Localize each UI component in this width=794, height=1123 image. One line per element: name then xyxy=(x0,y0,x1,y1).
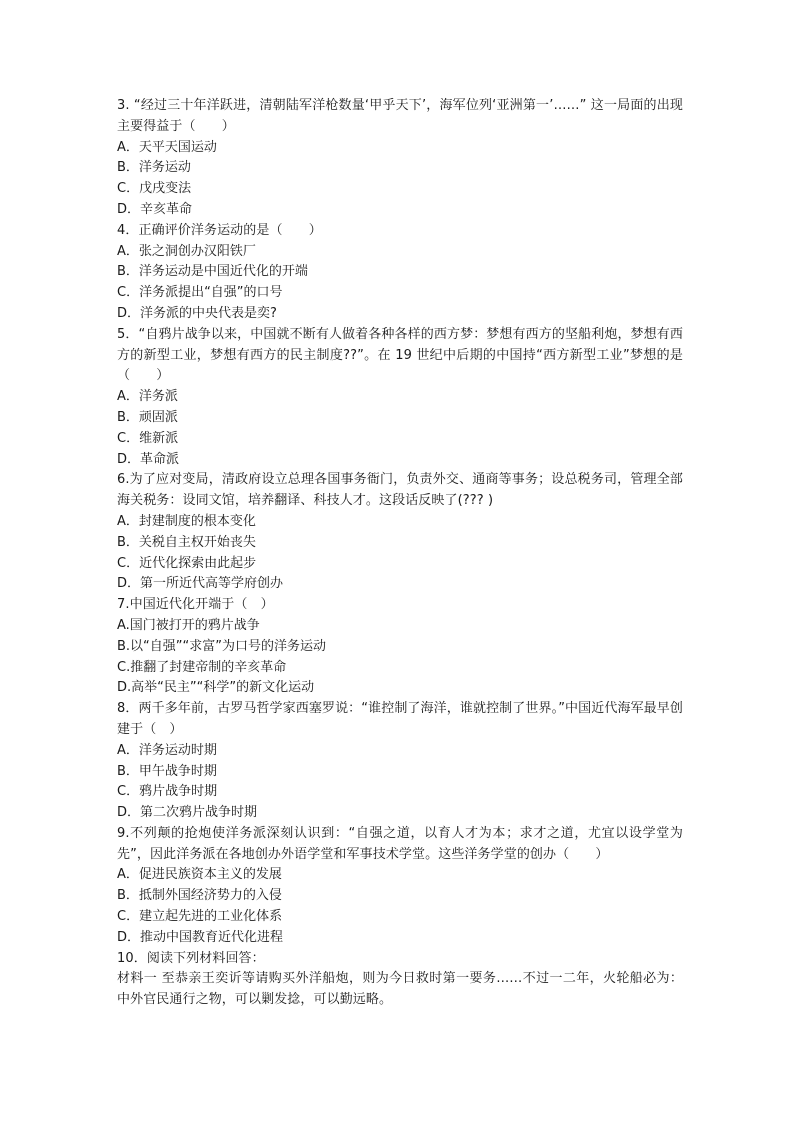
option-c: C．洋务派提出“自强”的口号 xyxy=(117,285,283,301)
option-b: B．顽固派 xyxy=(117,409,178,425)
question-stem: 3. “经过三十年洋跃进，清朝陆军洋枪数量‘甲乎天下’，海军位列‘亚洲第一’……” 这一局面的出现主要得益于（ ） xyxy=(117,98,683,134)
option-c: C.推翻了封建帝制的辛亥革命 xyxy=(117,659,287,675)
question-3 xyxy=(117,96,683,221)
option-c: C．维新派 xyxy=(117,430,179,446)
question-stem: 5．“自鸦片战争以来，中国就不断有人做着各种各样的西方梦：梦想有西方的坚船利炮，梦想有西方的新型工业，梦想有西方的民主制度??”。在 19 世纪中后期的中国持“西方新型工业”梦想的是（ ） xyxy=(117,326,683,384)
option-a: A．促进民族资本主义的发展 xyxy=(117,867,282,883)
option-d: D．洋务派的中央代表是奕? xyxy=(117,305,277,321)
option-d: D．辛亥革命 xyxy=(117,201,193,217)
question-stem: 6.为了应对变局，清政府设立总理各国事务衙门，负责外交、通商等事务；设总税务司，管理全部海关税务：设同文馆，培养翻译、科技人才。这段话反映了(??? ) xyxy=(117,472,683,509)
question-stem: 7.中国近代化开端于（ ） xyxy=(117,597,274,613)
question-8 xyxy=(117,699,683,824)
question-10 xyxy=(117,949,683,1011)
option-d: D．革命派 xyxy=(117,451,180,467)
option-b: B．洋务运动 xyxy=(117,160,191,176)
option-d: D．第一所近代高等学府创办 xyxy=(117,576,284,592)
question-4 xyxy=(117,221,683,325)
option-a: A．洋务运动时期 xyxy=(117,742,217,758)
option-a: A．封建制度的根本变化 xyxy=(117,513,256,529)
question-stem: 9.不列颠的抢炮使洋务派深刻认识到：“自强之道，以育人才为本；求才之道，尤宜以设学堂为先”，因此洋务派在各地创办外语学堂和军事技术学堂。这些洋务学堂的创办（ ） xyxy=(117,825,683,862)
question-6 xyxy=(117,470,683,595)
option-c: C．建立起先进的工业化体系 xyxy=(117,909,283,925)
option-b: B．洋务运动是中国近代化的开端 xyxy=(117,264,308,280)
option-d: D.高举“民主”“科学”的新文化运动 xyxy=(117,680,315,696)
question-9 xyxy=(117,824,683,949)
question-list xyxy=(117,96,683,1011)
question-7 xyxy=(117,595,683,699)
material-one: 材料一 至恭亲王奕䜣等请购买外洋船炮，则为今日救时第一要务……不过一二年，火轮船必为：中外官民通行之物，可以剿发捻，可以勤远略。 xyxy=(117,971,683,1008)
question-stem: 8．两千多年前，古罗马哲学家西塞罗说：“谁控制了海洋，谁就控制了世界。”中国近代海军最早创建于（ ） xyxy=(117,701,683,737)
option-c: C．戊戌变法 xyxy=(117,181,192,197)
option-a: A.国门被打开的鸦片战争 xyxy=(117,617,260,633)
question-stem: 4．正确评价洋务运动的是（ ） xyxy=(117,222,322,238)
option-c: C．近代化探索由此起步 xyxy=(117,555,257,571)
option-a: A．张之洞创办汉阳铁厂 xyxy=(117,243,256,259)
option-a: A．天平天国运动 xyxy=(117,139,217,155)
option-a: A．洋务派 xyxy=(117,389,178,405)
question-5 xyxy=(117,325,683,471)
question-stem: 10．阅读下列材料回答： xyxy=(117,950,265,966)
option-b: B.以“自强”“求富”为口号的洋务运动 xyxy=(117,638,326,654)
option-d: D．推动中国教育近代化进程 xyxy=(117,929,284,945)
option-c: C．鸦片战争时期 xyxy=(117,784,218,800)
option-b: B．关税自主权开始丧失 xyxy=(117,534,256,550)
option-b: B．甲午战争时期 xyxy=(117,763,217,779)
option-b: B．抵制外国经济势力的入侵 xyxy=(117,888,282,904)
option-d: D．第二次鸦片战争时期 xyxy=(117,805,258,821)
